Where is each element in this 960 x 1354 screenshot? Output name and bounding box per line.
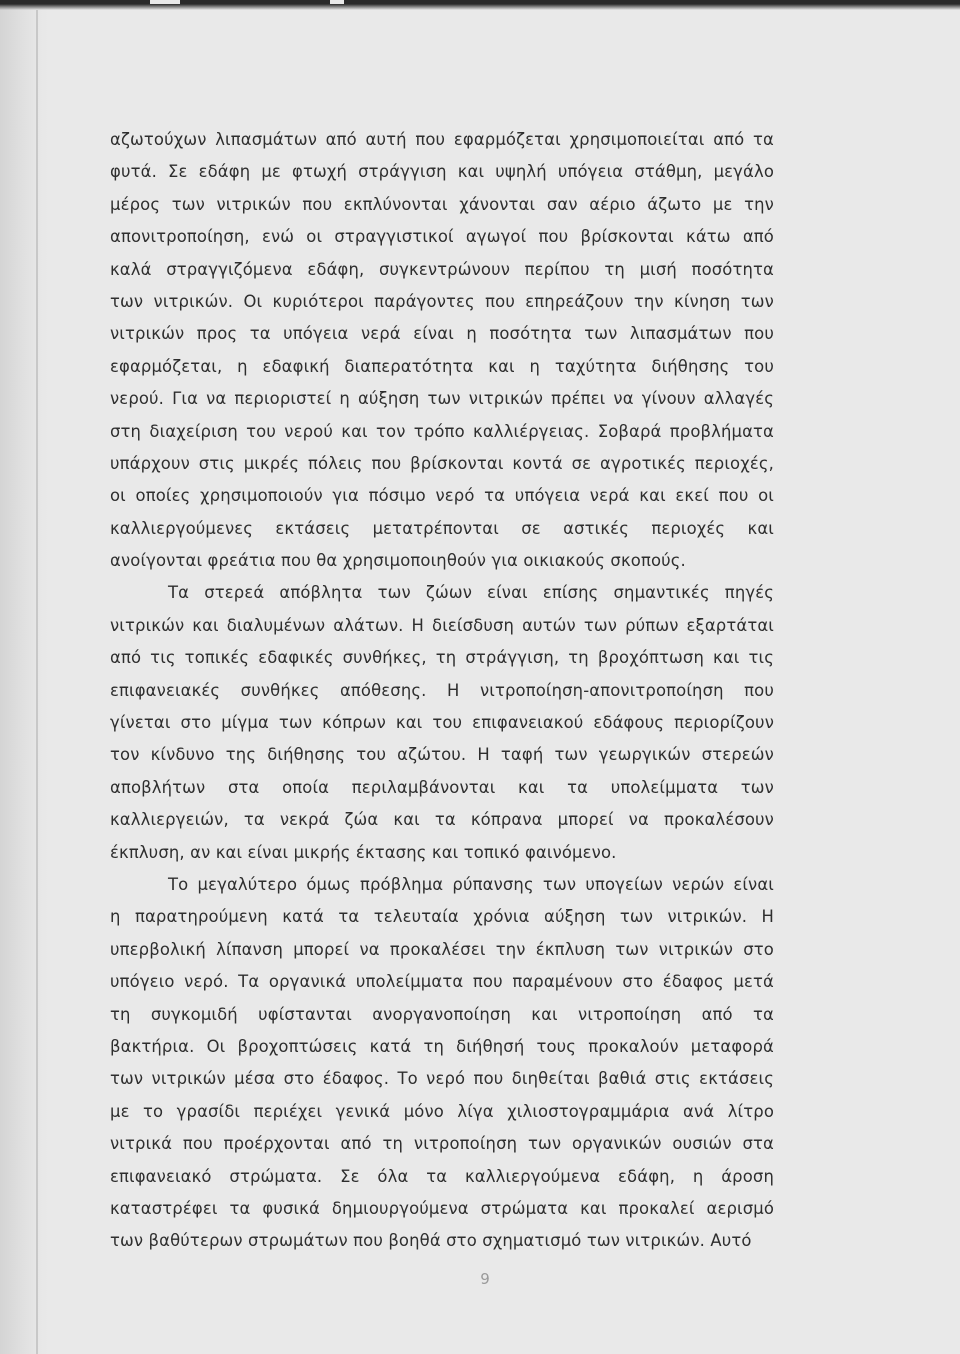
text-line: απονιτροποίηση, ενώ οι στραγγιστικοί αγωγοί που βρίσκονται κάτω από [110,227,774,247]
scan-top-edge [0,0,960,10]
text-line: επιφανειακές συνθήκες απόθεσης. Η νιτροποίηση-απονιτροποίηση που [110,680,774,700]
page-number: 9 [480,1270,490,1288]
text-line: τον κίνδυνο της διήθησης του αζώτου. Η ταφή των γεωργικών στερεών [110,745,774,765]
text-line: υπάρχουν στις μικρές πόλεις που βρίσκονται κοντά σε αγροτικές περιοχές, [110,453,774,473]
text-line: γίνεται στο μίγμα των κόπρων και του επιφανειακού εδάφους περιορίζουν [110,713,774,733]
text-line: των νιτρικών μέσα στο έδαφος. Το νερό που διηθείται βαθιά στις εκτάσεις [110,1069,774,1089]
text-line: τη συγκομιδή υφίστανται ανοργανοποίηση και νιτροποίηση από τα [110,1004,774,1024]
text-line: η παρατηρούμενη κατά τα τελευταία χρόνια αύξηση των νιτρικών. Η [110,907,774,927]
paragraph [110,577,774,869]
scan-left-binding-line [36,10,38,1354]
scan-top-edge-gap [150,0,180,4]
text-line: Τα στερεά απόβλητα των ζώων είναι επίσης σημαντικές πηγές [168,583,774,603]
text-line: μέρος των νιτρικών που εκπλύνονται χάνονται σαν αέριο άζωτο με την [110,194,774,214]
document-page [110,124,774,1258]
text-line: από τις τοπικές εδαφικές συνθήκες, τη στράγγιση, τη βροχόπτωση και τις [110,648,774,668]
paragraph [110,869,774,1258]
text-line: των νιτρικών. Οι κυριότεροι παράγοντες που επηρεάζουν την κίνηση των [110,291,774,311]
text-line: υπερβολική λίπανση μπορεί να προκαλέσει την έκπλυση των νιτρικών στο [110,939,774,959]
text-line: στη διαχείριση του νερού και τον τρόπο καλλιέργειας. Σοβαρά προβλήματα [110,421,774,441]
text-line: Το μεγαλύτερο όμως πρόβλημα ρύπανσης των υπογείων νερών είναι [168,874,774,894]
text-line: νιτρικών και διαλυμένων αλάτων. Η διείσδυση αυτών των ρύπων εξαρτάται [110,615,774,635]
text-line: φυτά. Σε εδάφη με φτωχή στράγγιση και υψηλή υπόγεια στάθμη, μεγάλο [110,162,774,182]
text-line: αποβλήτων στα οποία περιλαμβάνονται και τα υπολείμματα των [110,777,774,797]
text-line: υπόγειο νερό. Τα οργανικά υπολείμματα που παραμένουν στο έδαφος μετά [110,972,774,992]
text-line: καλλιεργειών, τα νεκρά ζώα και τα κόπρανα μπορεί να προκαλέσουν [110,810,774,830]
scan-left-shadow [0,0,48,1354]
text-line: εφαρμόζεται, η εδαφική διαπερατότητα και η ταχύτητα διήθησης του [110,356,774,376]
text-line: ανοίγονται φρεάτια που θα χρησιμοποιηθούν για οικιακούς σκοπούς. [110,551,686,571]
text-line: με το γρασίδι περιέχει γενικά μόνο λίγα χιλιοστογραμμάρια ανά λίτρο [110,1101,774,1121]
text-line: νερού. Για να περιοριστεί η αύξηση των νιτρικών πρέπει να γίνουν αλλαγές [110,389,774,409]
text-line: καλά στραγγιζόμενα εδάφη, συγκεντρώνουν περίπου τη μισή ποσότητα [110,259,774,279]
text-line: νιτρικών προς τα υπόγεια νερά είναι η ποσότητα των λιπασμάτων που [110,324,774,344]
text-line: των βαθύτερων στρωμάτων που βοηθά στο σχηματισμό των νιτρικών. Αυτό [110,1231,752,1251]
text-line: καταστρέφει τα φυσικά δημιουργούμενα στρώματα και προκαλεί αερισμό [110,1198,774,1218]
scan-top-edge-gap [330,0,344,4]
text-line: καλλιεργούμενες εκτάσεις μετατρέπονται σε αστικές περιοχές και [110,518,774,538]
text-line: βακτήρια. Οι βροχοπτώσεις κατά τη διήθησή τους προκαλούν μεταφορά [110,1036,774,1056]
text-line: έκπλυση, αν και είναι μικρής έκτασης και τοπικό φαινόμενο. [110,842,617,862]
text-line: νιτρικά που προέρχονται από τη νιτροποίηση των οργανικών ουσιών στα [110,1134,774,1154]
text-line: οι οποίες χρησιμοποιούν για πόσιμο νερό τα υπόγεια νερά και εκεί που οι [110,486,774,506]
text-line: αζωτούχων λιπασμάτων από αυτή που εφαρμόζεται χρησιμοποιείται από τα [110,130,774,149]
paragraph [110,124,774,577]
text-line: επιφανειακό στρώματα. Σε όλα τα καλλιεργούμενα εδάφη, η άροση [110,1166,774,1186]
